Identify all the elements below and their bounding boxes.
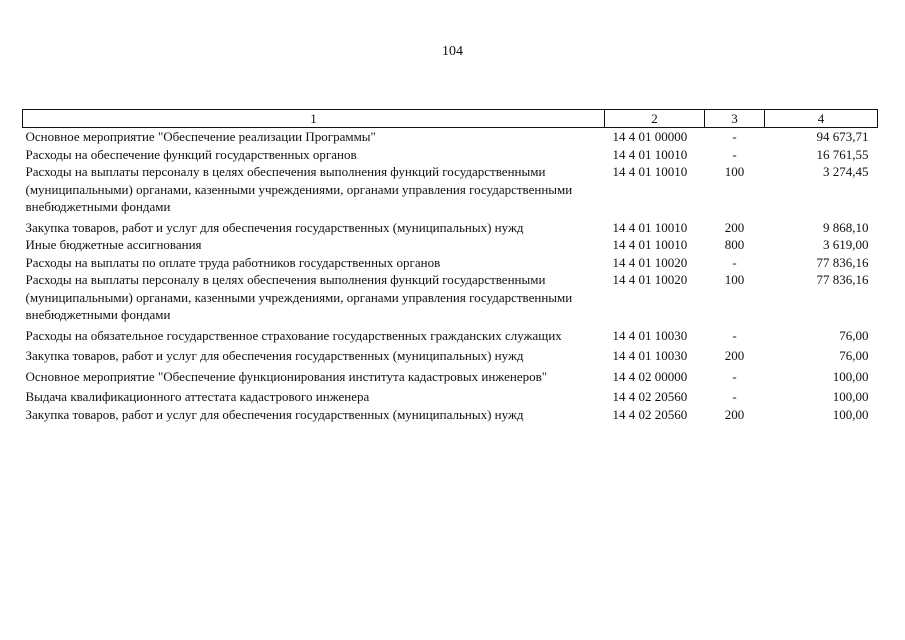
- table-row: [23, 344, 878, 365]
- row-amount: 9 868,10: [823, 219, 869, 235]
- row-amount: 76,00: [839, 348, 869, 363]
- row-name: Закупка товаров, работ и услуг для обеспечения государственных (муниципальных) нужд: [25, 219, 524, 235]
- row-name: Расходы на обеспечение функций государственных органов: [25, 146, 357, 162]
- row-type: 100: [724, 272, 745, 287]
- table-row: [23, 216, 878, 237]
- row-type: 100: [724, 164, 745, 179]
- table-row: [23, 254, 878, 272]
- table-header: [23, 110, 878, 128]
- row-type: -: [732, 146, 737, 162]
- table-row: [23, 406, 878, 424]
- table-row: [23, 324, 878, 345]
- table-row: [23, 128, 878, 146]
- row-code: 14 4 01 10010: [612, 237, 688, 252]
- row-code: 14 4 02 00000: [612, 368, 688, 384]
- header-col-4: 4: [765, 110, 878, 128]
- row-code: 14 4 01 10020: [612, 254, 688, 270]
- row-code: 14 4 02 20560: [612, 389, 688, 404]
- row-type: 200: [724, 219, 745, 235]
- row-type: -: [732, 327, 737, 343]
- row-type: 800: [724, 237, 745, 252]
- table-row: [23, 271, 878, 324]
- table-row: [23, 365, 878, 386]
- row-amount: 76,00: [839, 327, 869, 343]
- header-col-1: 1: [23, 110, 605, 128]
- row-name: Основное мероприятие "Обеспечение функционирования института кадастровых инженеров": [25, 368, 548, 384]
- row-name: Закупка товаров, работ и услуг для обеспечения государственных (муниципальных) нужд: [25, 406, 524, 422]
- budget-table: [22, 109, 878, 423]
- row-code: 14 4 01 10010: [612, 219, 688, 235]
- row-code: 14 4 01 10010: [612, 164, 688, 179]
- row-amount: 100,00: [832, 389, 869, 404]
- row-name: Иные бюджетные ассигнования: [25, 237, 202, 252]
- header-col-2: 2: [605, 110, 705, 128]
- row-amount: 16 761,55: [816, 146, 869, 162]
- row-amount: 3 619,00: [823, 237, 869, 252]
- row-name: Расходы на обязательное государственное страхование государственных гражданских служащих: [25, 327, 562, 343]
- row-type: -: [732, 368, 737, 384]
- row-type: -: [732, 129, 737, 144]
- table-row: [23, 163, 878, 216]
- page-number: 104: [442, 44, 463, 59]
- row-name: Расходы на выплаты персоналу в целях обеспечения выполнения функций государственными (муниципальными) органами, казенными учреждениями, органами управления государственными внебюджетными фондами: [25, 164, 573, 214]
- table-body: [23, 128, 878, 424]
- row-type: -: [732, 254, 737, 270]
- row-code: 14 4 01 10030: [612, 327, 688, 343]
- row-code: 14 4 01 10030: [612, 348, 688, 363]
- row-amount: 100,00: [832, 406, 869, 422]
- row-amount: 77 836,16: [816, 272, 869, 287]
- row-name: Расходы на выплаты по оплате труда работников государственных органов: [25, 254, 441, 270]
- row-code: 14 4 01 00000: [612, 129, 688, 144]
- table-row: [23, 385, 878, 406]
- row-name: Основное мероприятие "Обеспечение реализации Программы": [25, 129, 376, 144]
- row-type: -: [732, 389, 737, 404]
- row-code: 14 4 02 20560: [612, 406, 688, 422]
- row-type: 200: [724, 348, 745, 363]
- row-name: Закупка товаров, работ и услуг для обеспечения государственных (муниципальных) нужд: [25, 348, 524, 363]
- row-name: Выдача квалификационного аттестата кадастрового инженера: [25, 389, 370, 404]
- table-row: [23, 236, 878, 254]
- table-row: [23, 146, 878, 164]
- header-col-3: 3: [705, 110, 765, 128]
- row-type: 200: [724, 406, 745, 422]
- row-amount: 94 673,71: [816, 129, 869, 144]
- row-code: 14 4 01 10020: [612, 272, 688, 287]
- row-code: 14 4 01 10010: [612, 146, 688, 162]
- row-amount: 77 836,16: [816, 254, 869, 270]
- row-amount: 3 274,45: [823, 164, 869, 179]
- header-row: [23, 110, 878, 128]
- row-amount: 100,00: [832, 368, 869, 384]
- row-name: Расходы на выплаты персоналу в целях обеспечения выполнения функций государственными (муниципальными) органами, казенными учреждениями, органами управления государственными внебюджетными фондами: [25, 272, 573, 322]
